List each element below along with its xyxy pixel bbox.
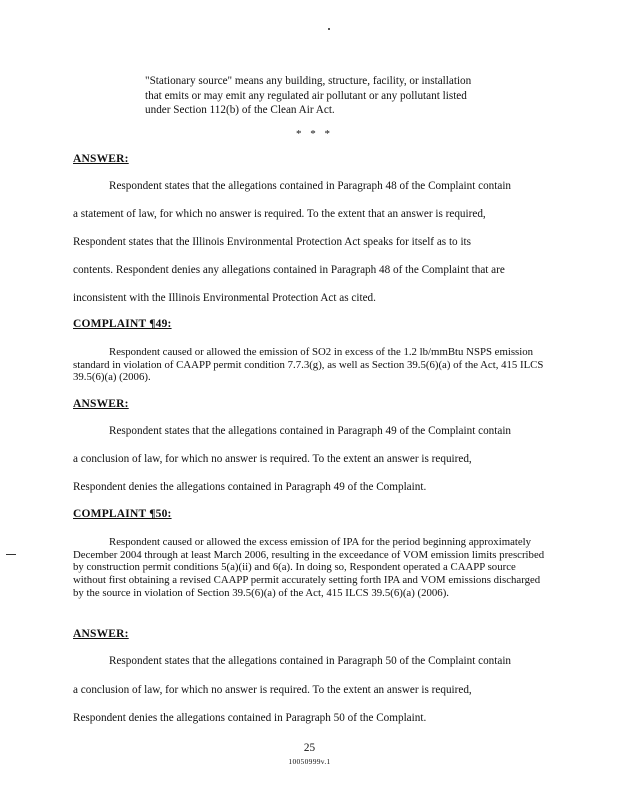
document-id: 10050999v.1 <box>288 757 331 766</box>
answer-50-line-1: Respondent states that the allegations contained in Paragraph 50 of the Complaint contain <box>109 655 512 667</box>
page-number: 25 <box>303 742 316 754</box>
answer-48-line-3: Respondent states that the Illinois Environmental Protection Act speaks for itself as to its <box>73 236 472 248</box>
complaint-49-heading: COMPLAINT ¶49: <box>73 318 172 330</box>
answer-50-line-3: Respondent denies the allegations contained in Paragraph 50 of the Complaint. <box>73 712 427 724</box>
answer-48-line-5: inconsistent with the Illinois Environmental Protection Act as cited. <box>73 292 376 304</box>
answer-49-line-2: a conclusion of law, for which no answer is required. To the extent an answer is required, <box>73 453 472 465</box>
stationary-source-definition: "Stationary source" means any building, structure, facility, or installation that emits or may emit any regulated air pollutant or any pollutant listed under Section 112(b) of the Clean Air Act. <box>145 75 472 116</box>
margin-mark <box>6 554 16 555</box>
answer-48-line-2: a statement of law, for which no answer is required. To the extent that an answer is required, <box>73 208 486 220</box>
answer-49-heading: ANSWER: <box>73 398 129 410</box>
answer-50-line-2: a conclusion of law, for which no answer is required. To the extent an answer is required, <box>73 684 472 696</box>
answer-48-line-4: contents. Respondent denies any allegations contained in Paragraph 48 of the Complaint that are <box>73 264 505 276</box>
complaint-49-text: Respondent caused or allowed the emission of SO2 in excess of the 1.2 lb/mmBtu NSPS emission standard in violation of CAAPP permit condition 7.7.3(g), as well as Section 39.5(6)(a) of the Act, 415 ILCS 39.5(6)(a) (2006). <box>73 346 544 384</box>
ellipsis-separator: * * * <box>296 128 333 140</box>
answer-49-line-1: Respondent states that the allegations contained in Paragraph 49 of the Complaint contain <box>109 425 512 437</box>
answer-48-line-1: Respondent states that the allegations contained in Paragraph 48 of the Complaint contain <box>109 180 512 192</box>
answer-49-line-3: Respondent denies the allegations contained in Paragraph 49 of the Complaint. <box>73 481 427 493</box>
complaint-50-text: Respondent caused or allowed the excess emission of IPA for the period beginning approximately December 2004 through at least March 2006, resulting in the exceedance of VOM emission limits prescribed by construction permit conditions 5(a)(ii) and 6(a). In doing so, Respondent operated a CAAPP source without first obtaining a revised CAAPP permit accurately setting forth IPA and VOM emissions discharged by the source in violation of Section 39.5(6)(a) of the Act, 415 ILCS 39.5(6)(a) (2006). <box>73 536 545 599</box>
answer-50-heading: ANSWER: <box>73 628 129 640</box>
scan-speck <box>328 28 330 30</box>
complaint-50-heading: COMPLAINT ¶50: <box>73 508 172 520</box>
answer-48-heading: ANSWER: <box>73 153 129 165</box>
